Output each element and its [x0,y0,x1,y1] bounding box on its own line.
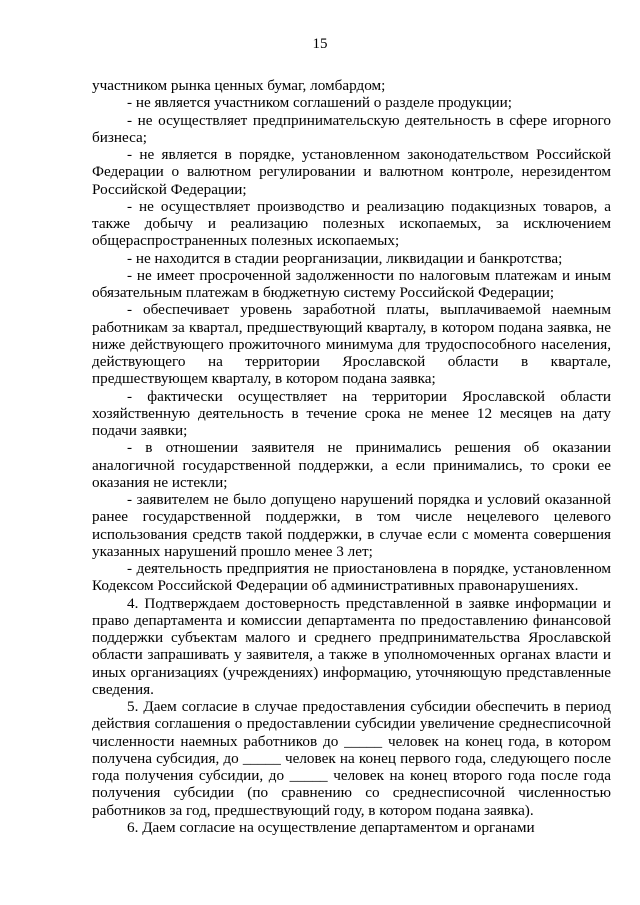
paragraph: 5. Даем согласие в случае предоставления субсидии обеспечить в период действия соглашения о предоставлении субсидии увеличение среднесписочной численности наемных работников до _____ человек на конец года, в котором получена субсидия, до _____ человек на конец первого года, следующего после года получения субсидии, до _____ человек на конец второго года после года получения субсидии (по сравнению со среднесписочной численностью работников за год, предшествующий году, в котором подана заявка). [92,698,611,819]
paragraph: - не является в порядке, установленном законодательством Российской Федерации о валютном регулировании и валютном контроле, нерезидентом Российской Федерации; [92,146,611,198]
paragraph: участником рынка ценных бумаг, ломбардом; [92,77,386,94]
paragraph: - не является участником соглашений о разделе продукции; [127,94,512,112]
paragraph: - не осуществляет предпринимательскую деятельность в сфере игорного бизнеса; [92,111,611,146]
paragraph: - не осуществляет производство и реализацию подакцизных товаров, а также добычу и реализацию полезных ископаемых, за исключением общераспространенных полезных ископаемых; [92,197,611,250]
document-body [92,77,611,836]
paragraph: - заявителем не было допущено нарушений порядка и условий оказанной ранее государственной поддержки, в том числе нецелевого целевого использования средств такой поддержки, в случае если с момента совершения указанных нарушений прошло менее 3 лет; [92,491,611,560]
page-number: 15 [312,36,328,52]
paragraph: 4. Подтверждаем достоверность представленной в заявке информации и право департамента и комиссии департамента по предоставлению финансовой поддержки субъектам малого и среднего предпринимательства Ярославской области запрашивать у заявителя, а также в уполномоченных органах власти и иных организациях (учреждениях) информацию, уточняющую представленные сведения. [92,594,611,698]
paragraph: - в отношении заявителя не принимались решения об оказании аналогичной государственной поддержки, а если принимались, то сроки ее оказания не истекли; [92,439,611,491]
paragraph: - не находится в стадии реорганизации, ликвидации и банкротства; [127,249,563,267]
paragraph: - деятельность предприятия не приостановлена в порядке, установленном Кодексом Российской Федерации об административных правонарушениях. [92,560,611,595]
paragraph: - фактически осуществляет на территории Ярославской области хозяйственную деятельность в течение срока не менее 12 месяцев на дату подачи заявки; [92,387,611,439]
paragraph: 6. Даем согласие на осуществление департаментом и органами [127,818,535,836]
paragraph: - не имеет просроченной задолженности по налоговым платежам и иным обязательным платежам в бюджетную систему Российской Федерации; [92,266,611,301]
paragraph: - обеспечивает уровень заработной платы, выплачиваемой наемным работникам за квартал, предшествующий кварталу, в котором подана заявка, не ниже действующего прожиточного минимума для трудоспособного населения, действующего на территории Ярославской области в квартале, предшествующем кварталу, в котором подана заявка; [92,301,611,388]
